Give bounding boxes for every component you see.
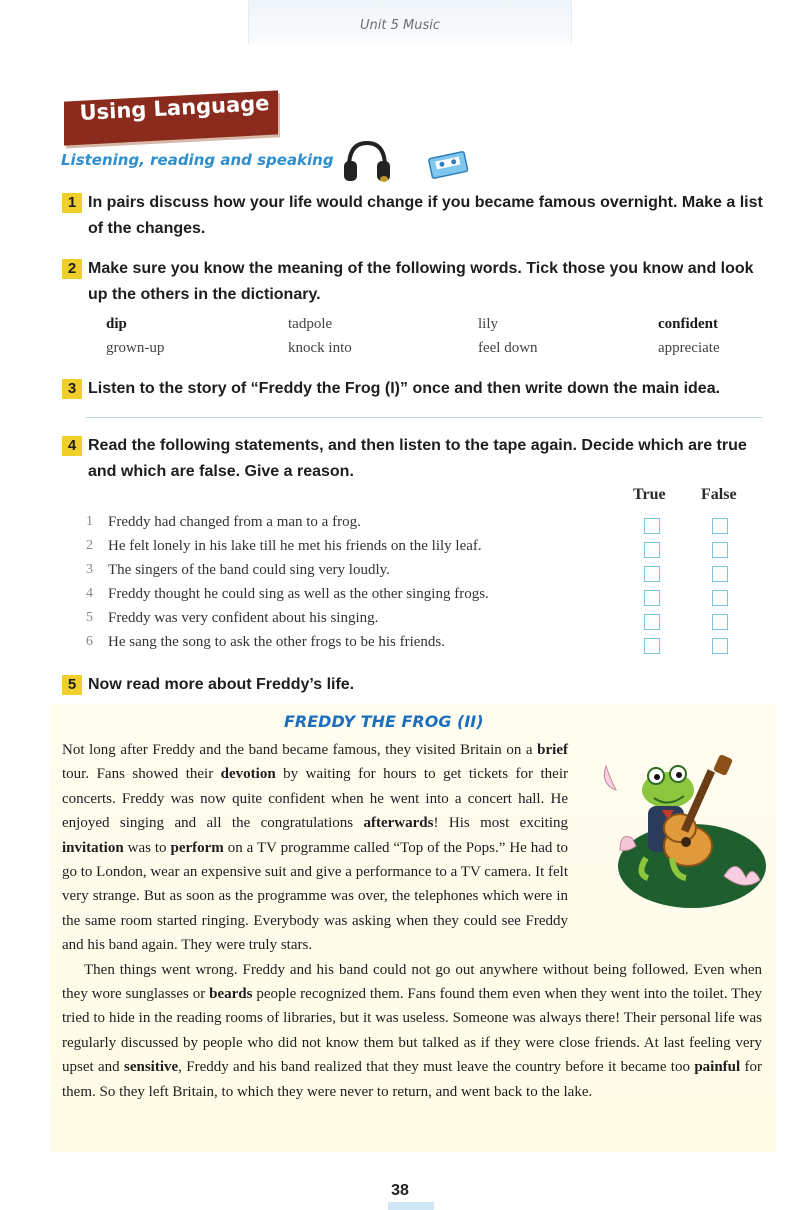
key-word: painful [694,1059,741,1076]
key-word: beards [209,986,253,1003]
true-checkbox[interactable] [644,638,660,654]
cassette-tape-icon [424,149,472,179]
task-number: 2 [62,259,82,279]
false-column-header: False [701,486,737,503]
false-checkbox[interactable] [712,638,728,654]
false-checkbox[interactable] [712,590,728,606]
section-title: Using Language [79,91,270,125]
key-word: perform [170,839,224,856]
story-title: FREDDY THE FROG (II) [284,712,484,731]
statement-number: 4 [86,586,93,601]
vocabulary-row [106,316,746,340]
task-number: 5 [62,675,82,695]
statement-text: Freddy was very confident about his singing. [108,610,379,626]
vocab-word: tadpole [288,316,333,332]
task-5 [62,672,768,698]
task-1 [62,190,768,242]
true-checkbox[interactable] [644,566,660,582]
vocab-word: grown-up [106,340,165,356]
key-word: sensitive [123,1059,179,1076]
answer-line[interactable] [86,417,762,418]
true-checkbox[interactable] [644,542,660,558]
true-checkbox[interactable] [644,590,660,606]
vocab-word: dip [106,316,127,332]
key-word: afterwards [363,815,434,832]
statement-row [86,514,746,538]
task-text: Now read more about Freddy’s life. [88,676,355,693]
statement-number: 2 [86,538,93,553]
story-paragraph-1: Not long after Freddy and the band became famous, they visited Britain on a brief tour. Fans showed their devotion by waiting for hours to get tickets for their concerts. Freddy was now quite confident when he went into a concert hall. He enjoyed singing and all the congratulations afterwards! His most exciting invitation was to perform on a TV programme called “Top of the Pops.” He had to go to London, wear an expensive suit and give a performance to a TV camera. It felt very strange. But as soon as the programme was over, the telephones which were in the same room started ringing. Everybody was asking when they could see Freddy and his band again. They were truly stars. [62,742,569,954]
task-3 [62,376,768,402]
statement-text: He sang the song to ask the other frogs to be his friends. [108,634,446,650]
page-number-bar [388,1202,434,1210]
statement-text: He felt lonely in his lake till he met his friends on the lily leaf. [108,538,482,554]
true-column-header: True [633,486,666,503]
task-number: 3 [62,379,82,399]
statement-row [86,634,746,658]
task-4 [62,433,768,485]
unit-title: Unit 5 Music [360,18,440,33]
page-number: 38 [391,1182,409,1199]
statement-text: The singers of the band could sing very loudly. [108,562,390,578]
headphones-icon [341,137,393,185]
vocab-word: confident [658,316,718,332]
vocab-word: appreciate [658,340,720,356]
statement-row [86,538,746,562]
statement-text: Freddy had changed from a man to a frog. [108,514,361,530]
task-text: Make sure you know the meaning of the following words. Tick those you know and look up the others in the dictionary. [88,260,754,303]
frog-guitar-icon [576,738,768,916]
task-number: 1 [62,193,82,213]
statement-number: 3 [86,562,93,577]
vocabulary-row [106,340,746,364]
section-subtitle: Listening, reading and speaking [61,151,334,169]
true-checkbox[interactable] [644,518,660,534]
statement-row [86,562,746,586]
story-paragraph-2: Then things went wrong. Freddy and his band could not go out anywhere without being followed. Even when they wore sunglasses or beards people recognized them. Fans found them even when they went into the toilet. They tried to hide in the reading rooms of libraries, but it was useless. Someone was always there! Their personal life was regularly discussed by people who did not know them but talked as if they were close friends. At last feeling very upset and sensitive, Freddy and his band realized that they must leave the country before it became too painful for them. So they left Britain, to which they were never to return, and went back to the lake. [62,961,763,1100]
vocab-word: knock into [288,340,352,356]
key-word: invitation [62,839,124,856]
story-body [62,738,762,1104]
false-checkbox[interactable] [712,566,728,582]
true-checkbox[interactable] [644,614,660,630]
false-checkbox[interactable] [712,518,728,534]
statement-number: 6 [86,634,93,649]
task-text: In pairs discuss how your life would change if you became famous overnight. Make a list of the changes. [88,194,763,237]
statement-number: 1 [86,514,93,529]
statement-row [86,586,746,610]
task-text: Read the following statements, and then listen to the tape again. Decide which are true and which are false. Give a reason. [88,437,747,480]
vocab-word: feel down [478,340,538,356]
true-false-statements [86,514,746,658]
statement-row [86,610,746,634]
vocab-word: lily [478,316,499,332]
frog-illustration [576,738,768,916]
statement-number: 5 [86,610,93,625]
vocabulary-list [106,316,746,364]
task-text: Listen to the story of “Freddy the Frog (I)” once and then write down the main idea. [88,380,721,397]
statement-text: Freddy thought he could sing as well as the other singing frogs. [108,586,489,602]
key-word: brief [537,742,568,758]
task-number: 4 [62,436,82,456]
false-checkbox[interactable] [712,614,728,630]
false-checkbox[interactable] [712,542,728,558]
key-word: devotion [220,766,276,783]
task-2 [62,256,768,308]
